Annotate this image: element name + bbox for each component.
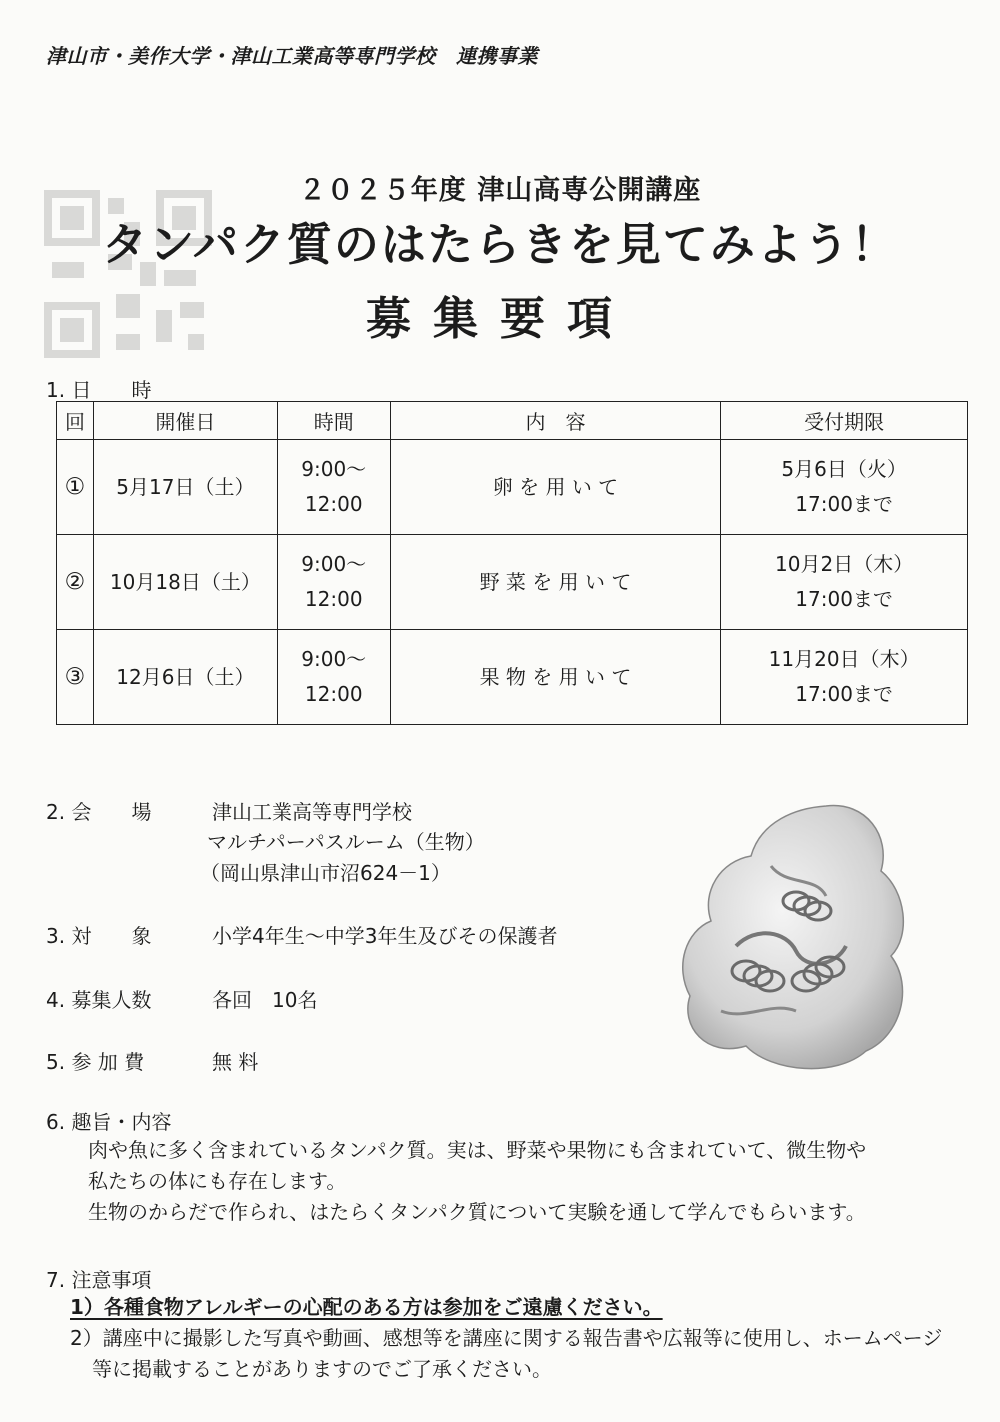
media-note-line2: 等に掲載することがありますのでご了承ください。 [92,1357,552,1381]
target-value: 小学4年生～中学3年生及びその保護者 [212,924,558,948]
capacity-label: 4. 募集人数 [46,988,152,1012]
capacity-value: 各回 10名 [212,988,318,1012]
session-content: 野 菜 を 用 い て [390,535,721,630]
deadline-time: 17:00まで [795,587,893,611]
purpose-text-line2: 私たちの体にも存在します。 [88,1169,347,1193]
session-time [277,535,390,630]
session-time [277,630,390,725]
time-start: 9:00～ [301,647,367,671]
media-note-line1: 2）講座中に撮影した写真や動画、感想等を講座に関する報告書や広報等に使用し、ホームページ [70,1326,943,1350]
target-label: 3. 対 象 [46,924,152,948]
deadline-time: 17:00まで [795,492,893,516]
fee-label: 5. 参 加 費 [46,1050,145,1074]
table-row [57,440,968,535]
purpose-label: 6. 趣旨・内容 [46,1110,172,1134]
column-header: 受付期限 [721,402,968,440]
protein-structure-illustration [676,796,916,1078]
deadline-date: 5月6日（火） [781,457,907,481]
deadline-date: 10月2日（木） [775,552,914,576]
venue-address: （岡山県津山市沼624－1） [200,861,451,885]
session-date: 10月18日（土） [93,535,277,630]
column-header: 開催日 [93,402,277,440]
fee-value: 無 料 [212,1050,259,1074]
venue-name: 津山工業高等専門学校 [212,800,412,824]
session-deadline [721,535,968,630]
session-number: ② [57,535,94,630]
time-end: 12:00 [304,587,363,611]
column-header: 時間 [277,402,390,440]
time-start: 9:00～ [301,552,367,576]
deadline-time: 17:00まで [795,682,893,706]
purpose-text-line3: 生物のからだで作られ、はたらくタンパク質について実験を通して学んでもらいます。 [88,1200,866,1224]
session-date: 5月17日（土） [93,440,277,535]
schedule-label: 1. 日 時 [46,378,152,402]
course-year-title: ２０２５年度 津山高専公開講座 [298,175,702,206]
purpose-text-line1: 肉や魚に多く含まれているタンパク質。実は、野菜や果物にも含まれていて、微生物や [88,1138,867,1162]
schedule-table [56,401,968,725]
recruitment-guidelines-title: 募集要項 [365,292,634,345]
column-header: 回 [57,402,94,440]
allergy-note: 1）各種食物アレルギーの心配のある方は参加をご遠慮ください。 [70,1295,663,1319]
session-content: 果 物 を 用 い て [390,630,721,725]
course-main-title: タンパク質のはたらきを見てみよう！ [102,218,898,271]
session-number: ③ [57,630,94,725]
time-start: 9:00～ [301,457,367,481]
table-header-row [57,402,968,440]
time-end: 12:00 [304,682,363,706]
venue-label: 2. 会 場 [46,800,152,824]
venue-room: マルチパーパスルーム（生物） [207,830,485,854]
collaboration-note: 津山市・美作大学・津山工業高等専門学校 連携事業 [46,44,538,68]
table-row [57,630,968,725]
session-number: ① [57,440,94,535]
session-date: 12月6日（土） [93,630,277,725]
notes-label: 7. 注意事項 [46,1268,152,1292]
session-deadline [721,630,968,725]
session-content: 卵 を 用 い て [390,440,721,535]
deadline-date: 11月20日（木） [768,647,920,671]
time-end: 12:00 [304,492,363,516]
session-time [277,440,390,535]
column-header: 内 容 [390,402,721,440]
session-deadline [721,440,968,535]
table-row [57,535,968,630]
